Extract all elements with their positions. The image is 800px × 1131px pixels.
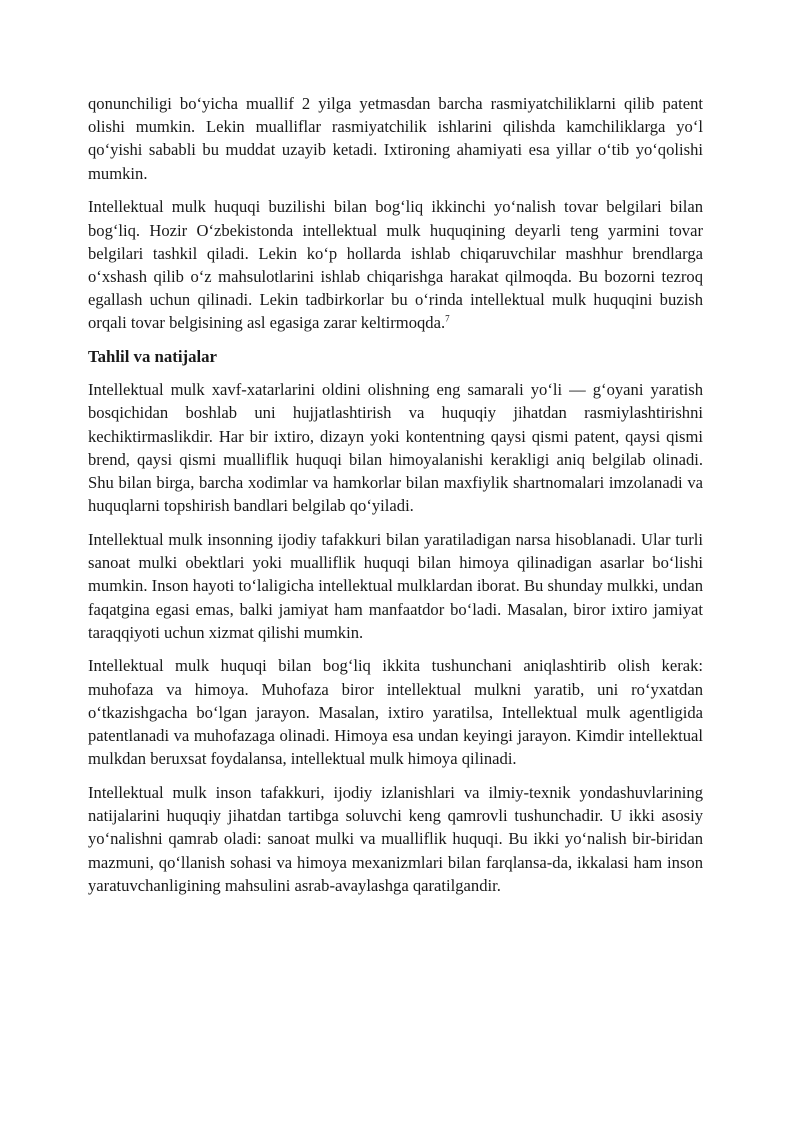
paragraph: Intellektual mulk huquqi bilan bogʻliq ikkita tushunchani aniqlashtirib olish kerak: muhofaza va himoya. Muhofaza biror intellektual mulkni yaratib, uni roʻyxatdan oʻtkazishgacha boʻlgan jarayon. Masalan, ixtiro yaratilsa, Intellektual mulk agentligida patentlanadi va muhofazaga olinadi. Himoya esa undan keyingi jarayon. Kimdir intellektual mulkdan beruxsat foydalansa, intellektual mulk himoya qilinadi. [88, 656, 703, 769]
footnote-reference[interactable]: 7 [445, 313, 450, 324]
paragraph: qonunchiligi boʻyicha muallif 2 yilga yetmasdan barcha rasmiyatchiliklarni qilib patent olishi mumkin. Lekin mualliflar rasmiyatchilik ishlarini qilishda kamchiliklarga yoʻl qoʻyishi sababli bu muddat uzayib ketadi. Ixtironing ahamiyati esa yillar oʻtib yoʻqolishi mumkin. [88, 94, 703, 183]
paragraph: Intellektual mulk xavf-xatarlarini oldini olishning eng samarali yoʻli — gʻoyani yaratish bosqichidan boshlab uni hujjatlashtirish va huquqiy jihatdan rasmiylashtirishni kechiktirmaslikdir. Har bir ixtiro, dizayn yoki kontentning qaysi qismi patent, qaysi qismi brend, qaysi qismi mualliflik huquqi bilan himoyalanishi kerakligi aniq belgilab olinadi. Shu bilan birga, barcha xodimlar va hamkorlar bilan maxfiylik shartnomalari imzolanadi va huquqlarni topshirish bandlari belgilab qoʻyiladi. [88, 380, 703, 516]
paragraph [88, 195, 703, 334]
section-heading: Tahlil va natijalar [88, 347, 217, 367]
paragraph: Intellektual mulk inson tafakkuri, ijodiy izlanishlari va ilmiy-texnik yondashuvlarining natijalarini huquqiy jihatdan tartibga soluvchi keng qamrovli tushunchadir. U ikki asosiy yoʻnalishni qamrab oladi: sanoat mulki va mualliflik huquqi. Bu ikki yoʻnalish bir-biridan mazmuni, qoʻllanish sohasi va himoya mexanizmlari bilan farqlansa-da, ikkalasi ham inson yaratuvchanligining mahsulini asrab-avaylashga qaratilgandir. [88, 782, 703, 895]
paragraph: Intellektual mulk insonning ijodiy tafakkuri bilan yaratiladigan narsa hisoblanadi. Ular turli sanoat mulki obektlari yoki mualliflik huquqi bilan himoya qilinadigan asarlar boʻlishi mumkin. Inson hayoti toʻlaligicha intellektual mulklardan iborat. Bu shunday mulkki, undan faqatgina egasi emas, balki jamiyat ham manfaatdor boʻladi. Masalan, biror ixtiro jamiyat taraqqiyoti uchun xizmat qilishi mumkin. [88, 529, 703, 642]
paragraph-text: Intellektual mulk huquqi buzilishi bilan bogʻliq ikkinchi yoʻnalish tovar belgilari bilan bogʻliq. Hozir Oʻzbekistonda intellektual mulk huquqining deyarli teng yarmini tovar belgilari tashkil qiladi. Lekin koʻp hollarda ishlab chiqaruvchilar mashhur brendlarga oʻxshash qilib oʻz mahsulotlarini ishlab chiqarishga harakat qilmoqda. Bu bozorni tezroq egallash uchun qilinadi. Lekin tadbirkorlar bu oʻrinda intellektual mulk huquqini buzish orqali tovar belgisining asl egasiga zarar keltirmoqda. [88, 197, 703, 333]
document-page [88, 92, 703, 908]
